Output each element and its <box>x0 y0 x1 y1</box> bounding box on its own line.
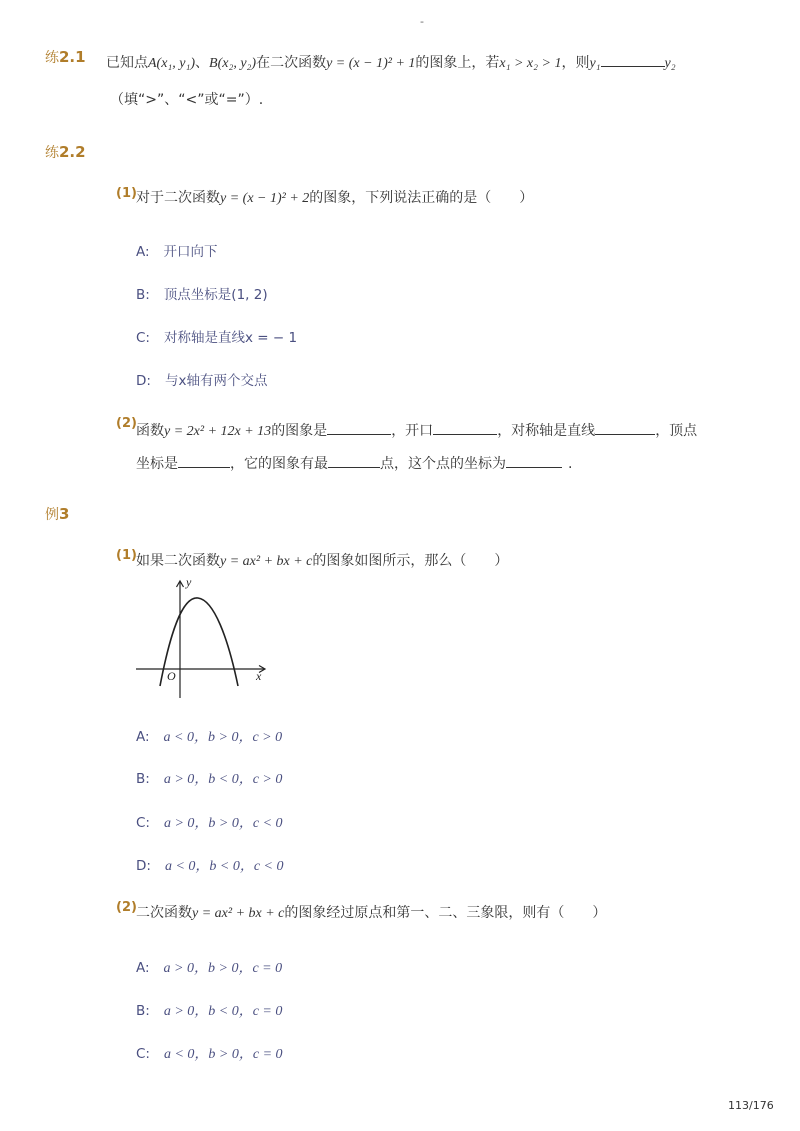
page-number: 113/176 <box>728 1099 774 1112</box>
question-3-2 <box>136 903 606 924</box>
function-expression: y = ax² + bx + c <box>192 906 285 921</box>
option-key: D: <box>136 373 151 389</box>
function-expression: y = (x − 1)² + 1 <box>326 56 416 71</box>
option-text: 对称轴是直线x = − 1 <box>163 330 298 346</box>
option-key: B: <box>136 1003 150 1019</box>
option-key: A: <box>136 729 150 745</box>
origin-label: O <box>167 669 176 683</box>
question-text: 的图象上，若 <box>415 55 500 71</box>
question-text: ，开口 <box>391 423 434 439</box>
y2-symbol: y₂ <box>664 56 676 71</box>
separator: 、 <box>195 55 210 71</box>
option-text: 与x轴有两个交点 <box>164 373 268 389</box>
option-key: B: <box>136 287 150 303</box>
label-number: 2.1 <box>59 48 86 66</box>
function-expression: y = (x − 1)² + 2 <box>220 191 310 206</box>
question-text: 函数 <box>136 423 164 439</box>
point-b: B(x₂, y₂) <box>209 56 257 71</box>
question-text: 的图象如图所示，那么（ ） <box>312 553 509 569</box>
option-a[interactable] <box>136 242 218 262</box>
question-text: 点，这个点的坐标为 <box>380 456 506 472</box>
question-text: ，则 <box>561 55 590 71</box>
example-label-3 <box>45 504 69 525</box>
point-a: A(x₁, y₁) <box>148 56 196 71</box>
option-text: a > 0，b > 0，c = 0 <box>163 961 283 976</box>
y-axis-label: y <box>186 576 192 589</box>
question-text: 二次函数 <box>136 905 192 921</box>
question-text: 的图象是 <box>271 423 328 439</box>
question-text: ，对称轴是直线 <box>497 423 596 439</box>
option-d[interactable] <box>136 371 267 391</box>
function-expression: y = ax² + bx + c <box>220 554 313 569</box>
question-text: ，顶点 <box>655 423 698 439</box>
option-text: a < 0，b > 0，c = 0 <box>163 1047 283 1062</box>
option-c[interactable] <box>136 1044 283 1065</box>
question-number: (1) <box>116 186 137 201</box>
option-text: a > 0，b < 0，c = 0 <box>163 1004 283 1019</box>
option-key: C: <box>136 815 150 831</box>
exercise-label-2-2 <box>45 142 86 163</box>
exercise-label-2-1 <box>45 47 86 68</box>
option-key: A: <box>136 960 150 976</box>
answer-blank[interactable] <box>601 52 665 67</box>
question-text: 如果二次函数 <box>136 553 220 569</box>
x-axis-label: x <box>256 669 262 683</box>
question-2-2-2-line2 <box>136 453 572 474</box>
question-2-2-1 <box>136 188 533 209</box>
label-number: 2.2 <box>59 143 86 161</box>
option-text: a > 0，b > 0，c < 0 <box>163 816 283 831</box>
question-number: (2) <box>116 416 137 431</box>
label-prefix: 例 <box>45 507 59 523</box>
question-text: 的图象，下列说法正确的是（ ） <box>309 190 534 206</box>
question-3-1 <box>136 551 508 572</box>
label-number: 3 <box>59 505 70 523</box>
question-text: 的图象经过原点和第一、二、三象限，则有（ ） <box>284 905 607 921</box>
question-text: 已知点 <box>106 55 148 71</box>
option-key: A: <box>136 244 150 260</box>
option-key: B: <box>136 771 150 787</box>
exercise-2-1-line2: （填“>”、“<”或“=”）. <box>110 92 264 108</box>
question-number: (2) <box>116 900 137 915</box>
option-text: a > 0，b < 0，c > 0 <box>163 772 283 787</box>
option-text: 顶点坐标是(1, 2) <box>163 287 268 303</box>
question-2-2-2-line1 <box>136 420 697 442</box>
option-key: C: <box>136 330 150 346</box>
option-a[interactable] <box>136 958 282 979</box>
answer-blank[interactable] <box>178 453 230 468</box>
option-b[interactable] <box>136 769 282 790</box>
question-text: ，它的图象有最 <box>230 456 328 472</box>
function-expression: y = 2x² + 12x + 13 <box>164 424 272 439</box>
option-text: a < 0，b < 0，c < 0 <box>164 859 284 874</box>
question-text: 对于二次函数 <box>136 190 220 206</box>
y1-symbol: y₁ <box>589 56 601 71</box>
condition-expression: x₁ > x₂ > 1 <box>499 56 562 71</box>
answer-blank[interactable] <box>506 453 562 468</box>
option-c[interactable] <box>136 813 283 834</box>
option-b[interactable] <box>136 1001 282 1022</box>
question-text: 坐标是 <box>136 456 178 472</box>
option-d[interactable] <box>136 856 284 877</box>
label-prefix: 练 <box>45 145 59 161</box>
option-key: D: <box>136 858 151 874</box>
parabola-graph <box>130 576 270 700</box>
answer-blank[interactable] <box>595 420 655 435</box>
question-text: . <box>568 456 573 472</box>
answer-blank[interactable] <box>328 453 380 468</box>
option-text: 开口向下 <box>163 244 218 260</box>
header-mark: - <box>420 15 424 28</box>
question-text: 在二次函数 <box>256 55 327 71</box>
option-b[interactable] <box>136 285 268 305</box>
label-prefix: 练 <box>45 50 59 66</box>
option-text: a < 0，b > 0，c > 0 <box>163 730 283 745</box>
option-key: C: <box>136 1046 150 1062</box>
option-a[interactable] <box>136 727 282 748</box>
exercise-2-1-line1 <box>106 52 676 74</box>
answer-blank[interactable] <box>327 420 391 435</box>
option-c[interactable] <box>136 328 297 348</box>
answer-blank[interactable] <box>433 420 497 435</box>
question-number: (1) <box>116 548 137 563</box>
